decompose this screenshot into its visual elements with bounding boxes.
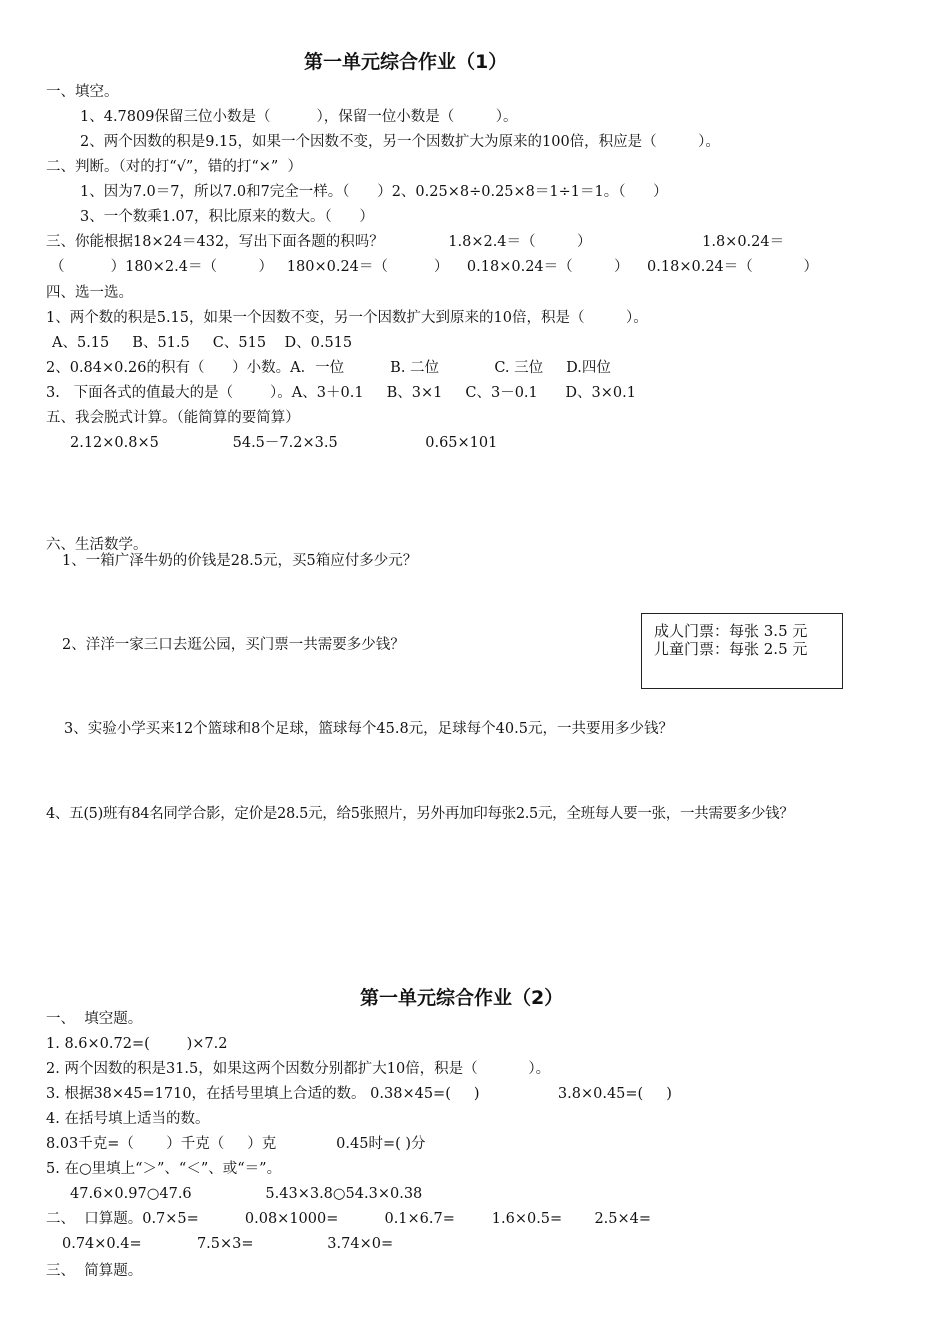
ws2-q4: 4. 在括号填上适当的数。	[46, 1111, 210, 1127]
life-q4: 4、五(5)班有84名同学合影，定价是28.5元，给5张照片，另外再加印每张2.5元，全班每人要一张，一共需要多少钱？	[46, 806, 794, 822]
choice-q3: 3. 下面各式的值最大的是（ ）。A、3＋0.1 B、3×1 C、3－0.1 D、3×0.1	[46, 385, 636, 401]
life-q3: 3、实验小学买来12个篮球和8个足球，篮球每个45.8元，足球每个40.5元，一共要用多少钱？	[64, 721, 673, 737]
choice-q2: 2、0.84×0.26的积有（ ）小数。A．一位 B. 二位 C. 三位 D.四位	[46, 360, 611, 376]
ws2-q5-items: 47.6×0.97○47.6 5.43×3.8○54.3×0.38	[70, 1186, 423, 1202]
life-q2: 2、洋洋一家三口去逛公园，买门票一共需要多少钱？	[62, 637, 405, 653]
adult-ticket-price: 成人门票：每张 3.5 元	[654, 622, 808, 640]
ws2-q1: 1. 8.6×0.72=( )×7.2	[46, 1036, 228, 1052]
fill-q2: 2、两个因数的积是9.15，如果一个因数不变，另一个因数扩大为原来的100倍，积应是（ ）。	[80, 134, 720, 150]
ws2-q5: 5. 在○里填上“＞”、“＜”、或“＝”。	[46, 1161, 282, 1177]
section4-heading: 四、选一选。	[46, 285, 133, 301]
ws2-section2-heading: 二、 口算题。0.7×5= 0.08×1000= 0.1×6.7= 1.6×0.5= 2.5×4=	[46, 1211, 652, 1227]
ws2-section1-heading: 一、 填空题。	[46, 1011, 143, 1027]
judge-q3: 3、一个数乘1.07，积比原来的数大。（ ）	[80, 209, 374, 225]
ws2-q2: 2. 两个因数的积是31.5，如果这两个因数分别都扩大10倍，积是（ ）。	[46, 1061, 551, 1077]
ticket-price-box	[641, 613, 843, 689]
section2-heading: 二、判断。（对的打“√”，错的打“×” ）	[46, 159, 303, 175]
section1-heading: 一、填空。	[46, 84, 119, 100]
fill-q1: 1、4.7809保留三位小数是（ ），保留一位小数是（ ）。	[80, 109, 518, 125]
life-q1: 1、一箱广泽牛奶的价钱是28.5元，买5箱应付多少元？	[62, 553, 418, 569]
ws2-section2-row2: 0.74×0.4= 7.5×3= 3.74×0=	[62, 1236, 394, 1252]
worksheet1-title: 第一单元综合作业（1）	[304, 51, 508, 73]
section3-heading: 三、你能根据18×24＝432，写出下面各题的积吗？ 1.8×2.4＝（ ） 1.8×0.24＝	[46, 234, 785, 250]
worksheet2-title: 第一单元综合作业（2）	[360, 987, 564, 1009]
child-ticket-price: 儿童门票：每张 2.5 元	[654, 640, 808, 658]
ws2-q3: 3. 根据38×45=1710，在括号里填上合适的数。 0.38×45=( ) 3.8×0.45=( )	[46, 1086, 672, 1102]
section5-heading: 五、我会脱式计算。（能简算的要简算）	[46, 410, 300, 426]
ws2-section3-heading: 三、 简算题。	[46, 1263, 143, 1279]
calc-expressions: 2.12×0.8×5 54.5－7.2×3.5 0.65×101	[70, 435, 498, 451]
section3-answers: （ ）180×2.4＝（ ） 180×0.24＝（ ） 0.18×0.24＝（ ） 0.18×0.24＝（ ）	[50, 259, 818, 275]
section6-heading: 六、生活数学。	[46, 537, 148, 553]
judge-q1-q2: 1、因为7.0＝7，所以7.0和7完全一样。（ ）2、0.25×8÷0.25×8＝1÷1＝1。（ ）	[80, 184, 668, 200]
choice-q1: 1、两个数的积是5.15，如果一个因数不变，另一个因数扩大到原来的10倍，积是（ ）。	[46, 310, 648, 326]
choice-q1-options: A、5.15 B、51.5 C、515 D、0.515	[52, 335, 353, 351]
ws2-q4-items: 8.03千克=（ ）千克（ ）克 0.45时=( )分	[46, 1136, 426, 1152]
